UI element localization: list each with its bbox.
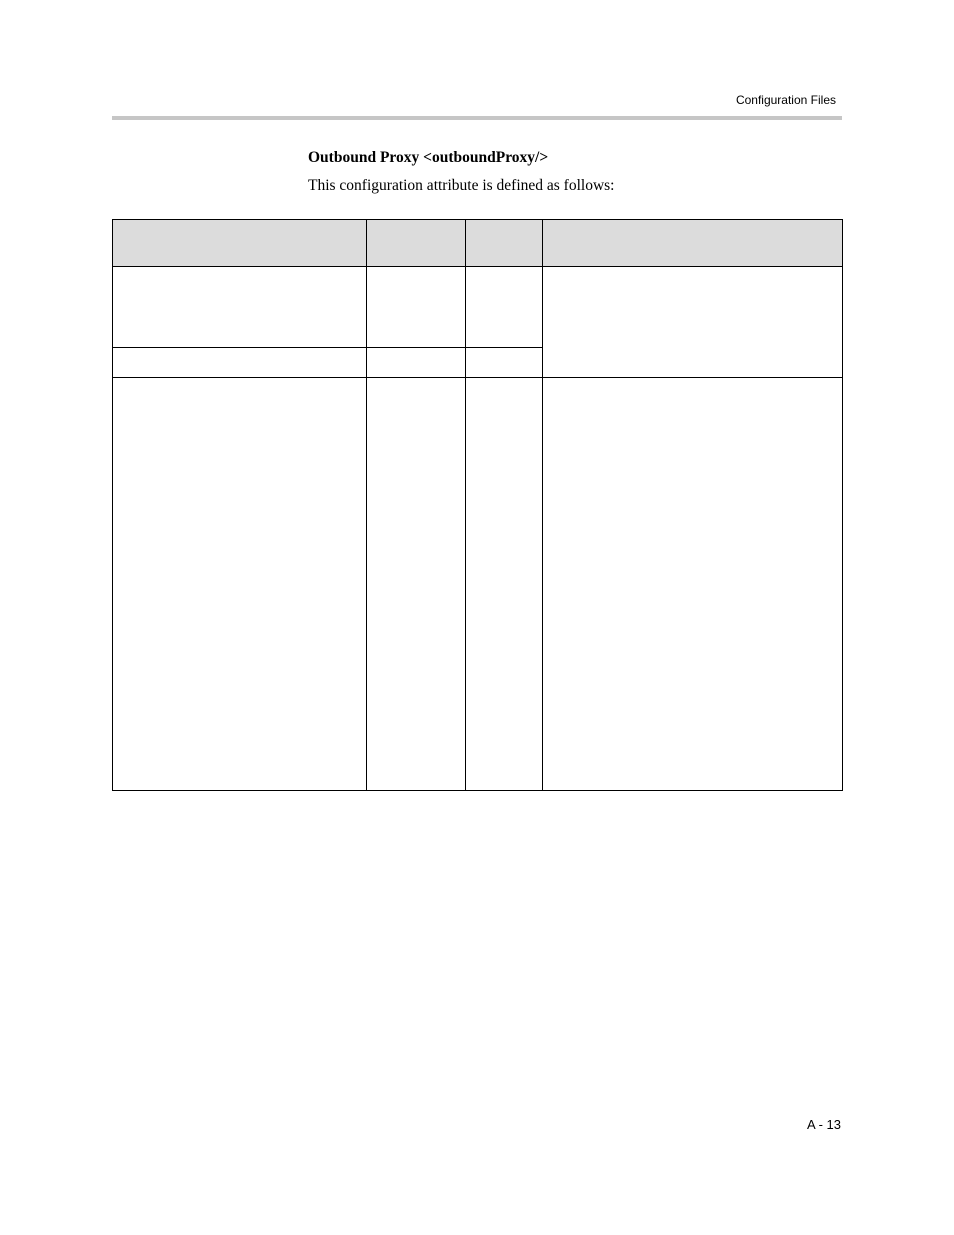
- table-cell: [466, 378, 543, 791]
- page-number: A - 13: [807, 1117, 841, 1132]
- section-heading: Outbound Proxy <outboundProxy/>: [308, 149, 549, 166]
- table-row: [113, 267, 843, 348]
- table-row: [113, 378, 843, 791]
- column-header: [367, 220, 466, 267]
- table-header-row: [113, 220, 843, 267]
- column-header: [543, 220, 843, 267]
- table-cell: [113, 267, 367, 348]
- table-cell: [367, 348, 466, 378]
- table-cell: [543, 378, 843, 791]
- table-cell: [466, 267, 543, 348]
- table-cell: [367, 378, 466, 791]
- intro-text: This configuration attribute is defined as follows:: [308, 177, 615, 194]
- column-header: [466, 220, 543, 267]
- table-cell: [367, 267, 466, 348]
- table-cell: [466, 348, 543, 378]
- table-cell: [113, 378, 367, 791]
- attribute-table: [112, 219, 843, 791]
- table-cell: [543, 267, 843, 378]
- table-cell: [113, 348, 367, 378]
- header-rule: [112, 116, 842, 120]
- column-header: [113, 220, 367, 267]
- running-header: Configuration Files: [735, 93, 836, 107]
